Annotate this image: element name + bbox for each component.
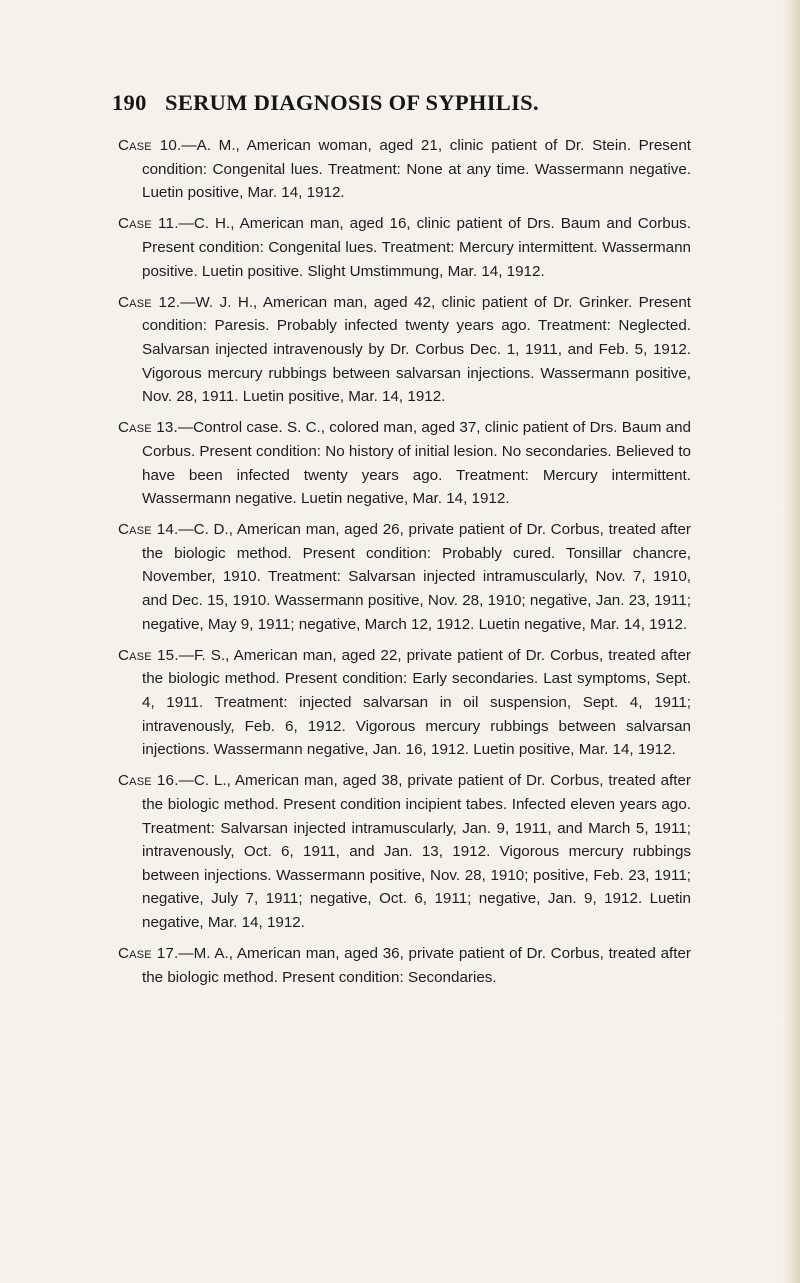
running-head: SERUM DIAGNOSIS OF SYPHILIS. <box>165 90 539 115</box>
case-entry <box>118 212 691 283</box>
case-text: —F. S., American man, aged 22, private patient of Dr. Corbus, treated after the biologic method. Present condition: Early secondaries. Last symptoms, Sept. 4, 1911. Treatment: injected salvarsan in oil suspension, Sept. 4, 1911; intravenously, Feb. 6, 1912. Vigorous mercury rubbings between salvarsan injections. Wassermann negative, Jan. 16, 1912. Luetin positive, Mar. 14, 1912. <box>142 646 691 759</box>
case-text: —C. H., American man, aged 16, clinic patient of Drs. Baum and Corbus. Present condition: Congenital lues. Treatment: Mercury intermittent. Wassermann positive. Luetin positive. Slight Umstimmung, Mar. 14, 1912. <box>142 215 691 280</box>
case-text: —A. M., American woman, aged 21, clinic patient of Dr. Stein. Present condition: Congenital lues. Treatment: None at any time. Wassermann negative. Luetin positive, Mar. 14, 1912. <box>142 137 691 202</box>
case-text: —M. A., American man, aged 36, private patient of Dr. Corbus, treated after the biologic method. Present condition: Secondaries. <box>142 945 691 986</box>
case-entry <box>118 134 691 205</box>
case-entry <box>118 769 691 934</box>
page-number: 190 <box>112 90 147 115</box>
case-label: Case 15. <box>118 646 179 664</box>
case-entry <box>118 518 691 636</box>
case-entry <box>118 416 691 510</box>
case-label: Case 17. <box>118 945 179 963</box>
case-label: Case 12. <box>118 293 181 311</box>
case-label: Case 13. <box>118 419 178 437</box>
case-text: —W. J. H., American man, aged 42, clinic patient of Dr. Grinker. Present condition: Paresis. Probably infected twenty years ago. Treatment: Neglected. Salvarsan injected intravenously by Dr. Corbus Dec. 1, 1911, and Feb. 5, 1912. Vigorous mercury rubbings between salvarsan injections. Wassermann positive, Nov. 28, 1911. Luetin positive, Mar. 14, 1912. <box>142 293 692 406</box>
case-text: —C. L., American man, aged 38, private patient of Dr. Corbus, treated after the biologic method. Present condition incipient tabes. Infected eleven years ago. Treatment: Salvarsan injected intramuscularly, Jan. 9, 1911, and March 5, 1911; intravenously, Oct. 6, 1911, and Jan. 13, 1912. Vigorous mercury rubbings between injections. Wassermann positive, Nov. 28, 1910; positive, Feb. 23, 1911; negative, July 7, 1911; negative, Oct. 6, 1911; negative, Jan. 9, 1912. Luetin negative, Mar. 14, 1912. <box>142 772 691 931</box>
case-label: Case 16. <box>118 772 179 790</box>
case-label: Case 14. <box>118 521 179 539</box>
case-text: —C. D., American man, aged 26, private patient of Dr. Corbus, treated after the biologic method. Present condition: Probably cured. Tonsillar chancre, November, 1910. Treatment: Salvarsan injected intramuscularly, Nov. 7, 1910, and Dec. 15, 1910. Wassermann positive, Nov. 28, 1910; negative, Jan. 23, 1911; negative, May 9, 1911; negative, March 12, 1912. Luetin negative, Mar. 14, 1912. <box>142 521 691 633</box>
case-entry <box>118 291 691 409</box>
case-entry <box>118 644 691 762</box>
case-entry <box>118 942 691 989</box>
case-label: Case 11. <box>118 215 179 233</box>
case-list <box>118 134 691 997</box>
case-text: —Control case. S. C., colored man, aged 37, clinic patient of Drs. Baum and Corbus. Present condition: No history of initial lesion. No secondaries. Believed to have been infected twenty years ago. Treatment: Mercury intermittent. Wassermann negative. Luetin negative, Mar. 14, 1912. <box>142 419 691 508</box>
page-edge <box>782 0 800 1283</box>
case-label: Case 10. <box>118 137 182 154</box>
